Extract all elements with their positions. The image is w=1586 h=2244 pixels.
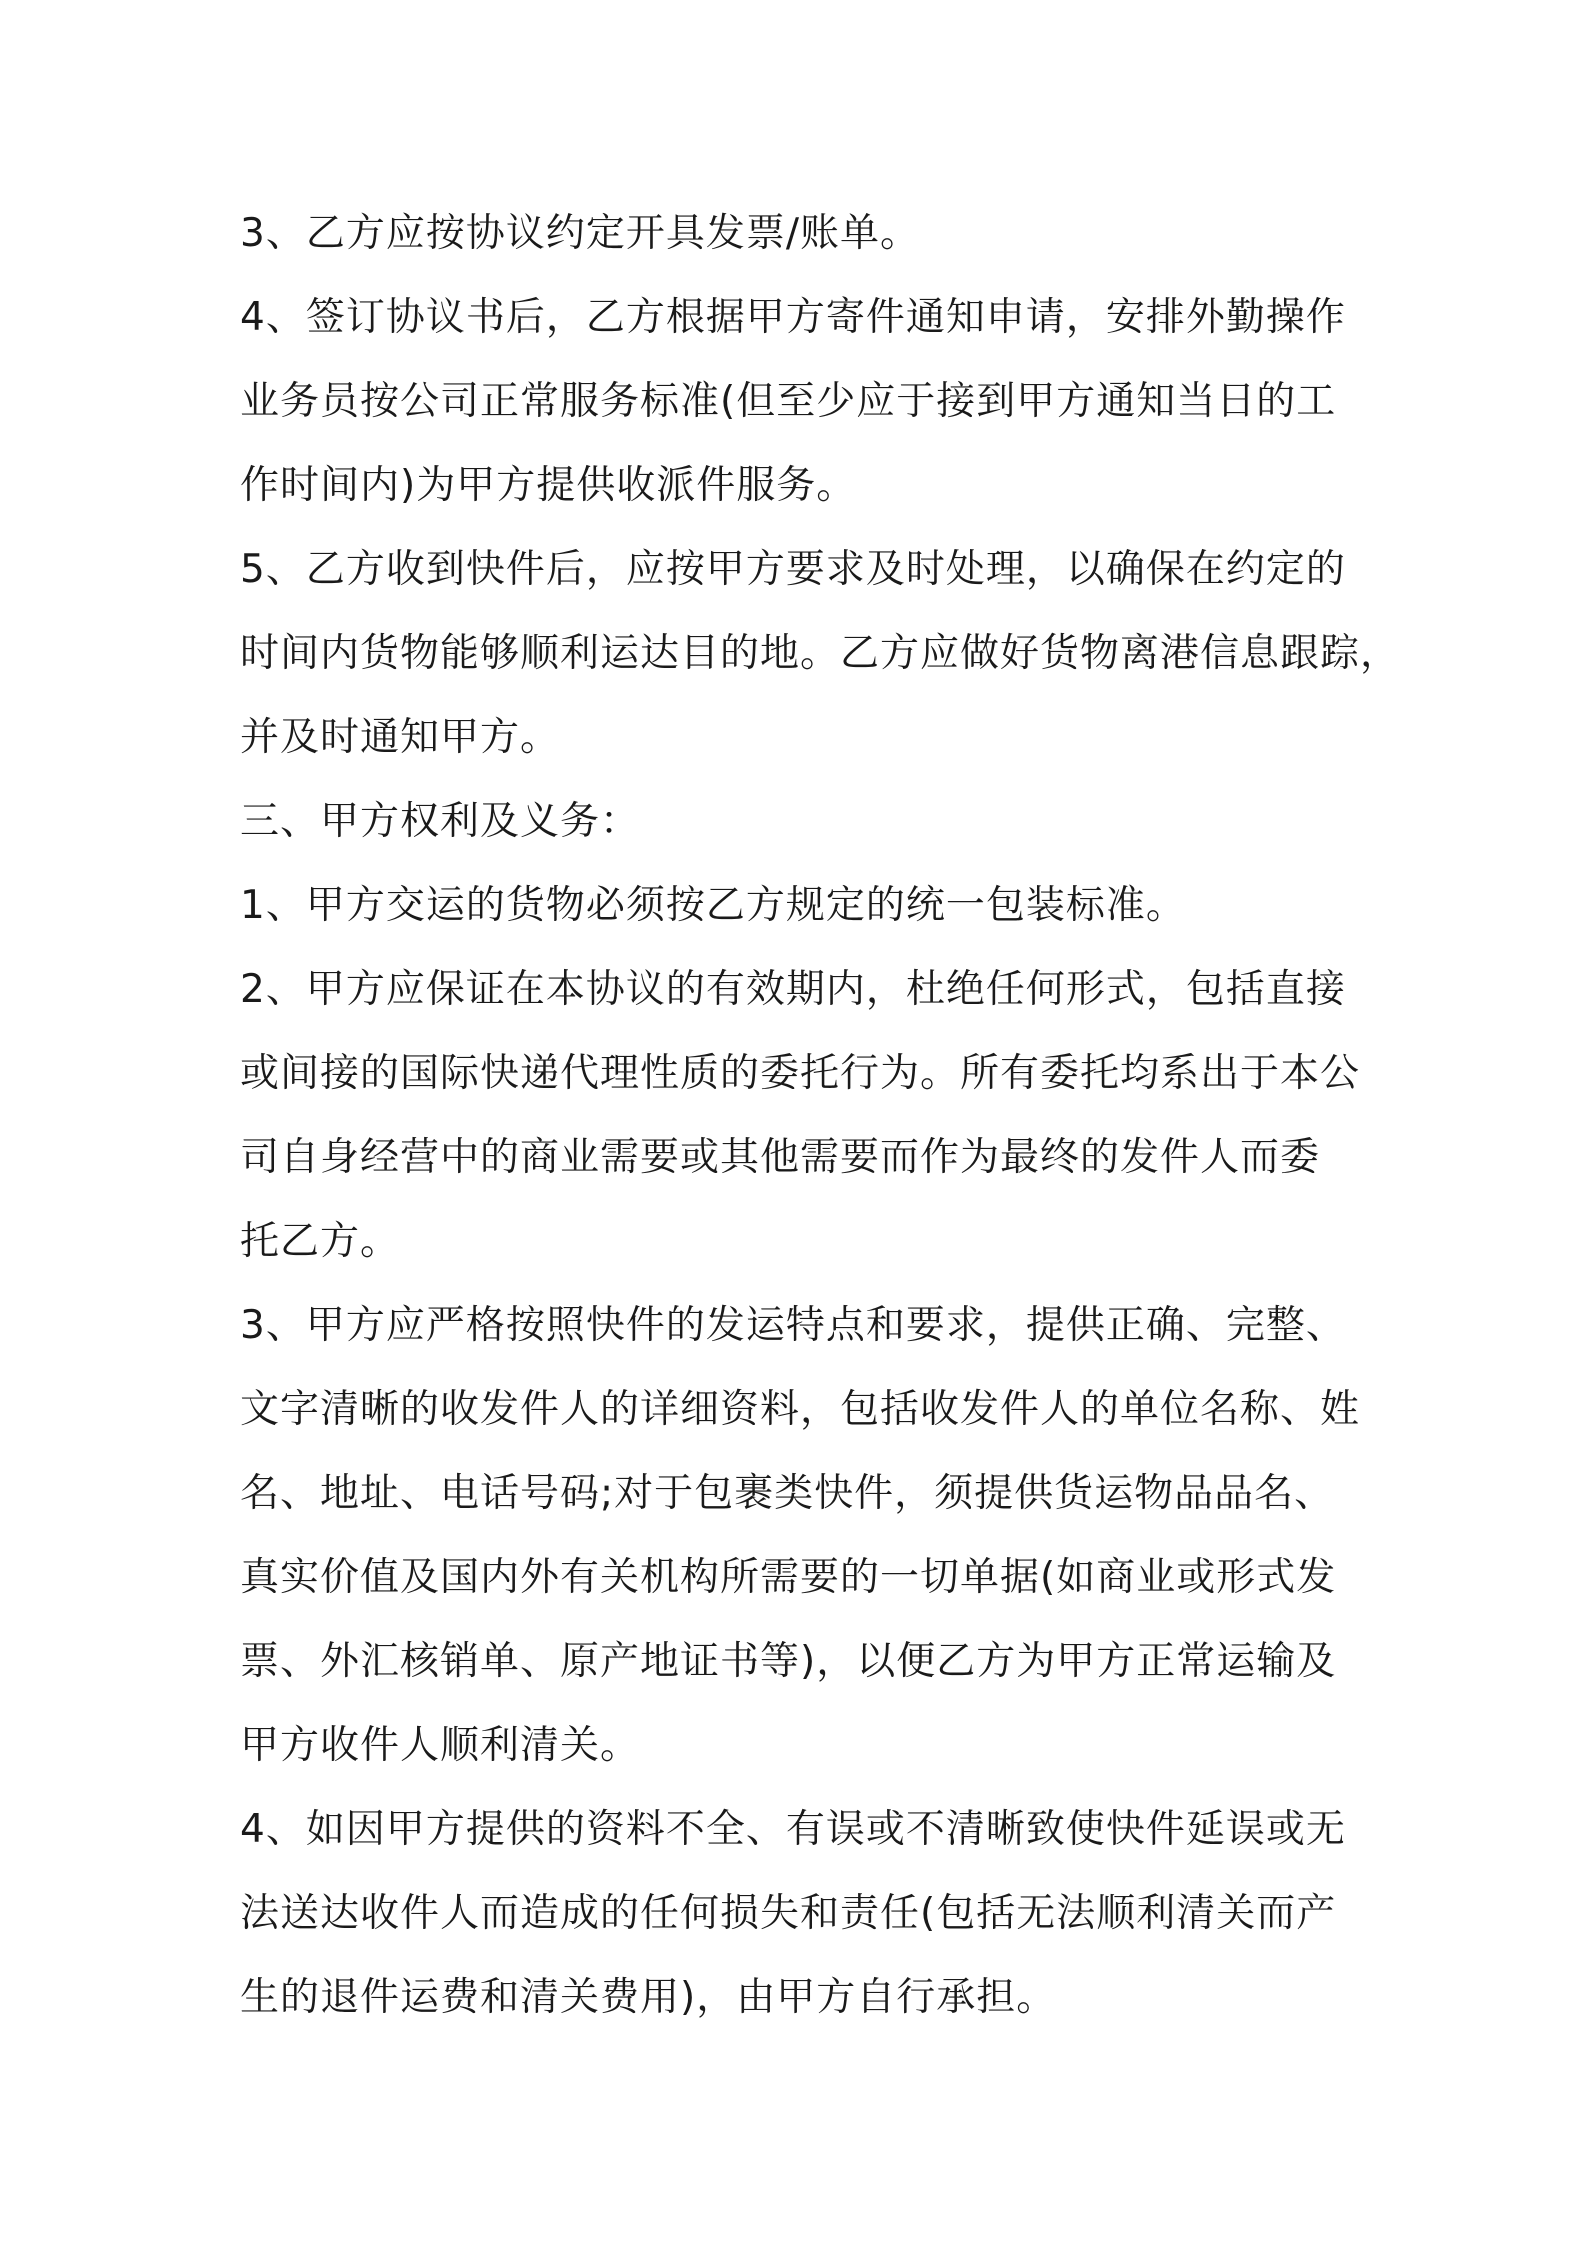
text-line: 或间接的国际快递代理性质的委托行为。所有委托均系出于本公 (240, 1051, 1361, 1096)
text-line: 三、甲方权利及义务： (240, 799, 641, 844)
text-line: 2、甲方应保证在本协议的有效期内，杜绝任何形式，包括直接 (240, 967, 1346, 1012)
text-line: 司自身经营中的商业需要或其他需要而作为最终的发件人而委 (240, 1135, 1321, 1180)
text-line: 名、地址、电话号码;对于包裹类快件，须提供货运物品品名、 (240, 1471, 1335, 1516)
paragraph (240, 1788, 1360, 2040)
text-line: 时间内货物能够顺利运达目的地。乙方应做好货物离港信息跟踪， (240, 631, 1401, 676)
text-line: 4、如因甲方提供的资料不全、有误或不清晰致使快件延误或无 (240, 1807, 1346, 1852)
text-line: 甲方收件人顺利清关。 (240, 1723, 641, 1768)
paragraph (240, 528, 1401, 780)
text-line: 生的退件运费和清关费用)，由甲方自行承担。 (240, 1975, 1057, 2020)
paragraph (240, 1284, 1360, 1788)
text-line: 1、甲方交运的货物必须按乙方规定的统一包装标准。 (240, 883, 1186, 928)
paragraph (240, 192, 1360, 276)
text-line: 5、乙方收到快件后，应按甲方要求及时处理，以确保在约定的 (240, 547, 1346, 592)
text-line: 作时间内)为甲方提供收派件服务。 (240, 463, 857, 508)
paragraph (240, 276, 1360, 528)
text-line: 真实价值及国内外有关机构所需要的一切单据(如商业或形式发 (240, 1555, 1337, 1600)
text-line: 3、乙方应按协议约定开具发票/账单。 (240, 211, 920, 256)
text-line: 托乙方。 (240, 1219, 401, 1264)
text-line: 文字清晰的收发件人的详细资料，包括收发件人的单位名称、姓 (240, 1387, 1361, 1432)
paragraph (240, 948, 1360, 1284)
document-body (240, 192, 1401, 2040)
text-line: 并及时通知甲方。 (240, 715, 561, 760)
text-line: 法送达收件人而造成的任何损失和责任(包括无法顺利清关而产 (240, 1891, 1337, 1936)
text-line: 票、外汇核销单、原产地证书等)，以便乙方为甲方正常运输及 (240, 1639, 1337, 1684)
text-line: 4、签订协议书后，乙方根据甲方寄件通知申请，安排外勤操作 (240, 295, 1346, 340)
paragraph (240, 864, 1360, 948)
text-line: 业务员按公司正常服务标准(但至少应于接到甲方通知当日的工 (240, 379, 1337, 424)
paragraph (240, 780, 1360, 864)
text-line: 3、甲方应严格按照快件的发运特点和要求，提供正确、完整、 (240, 1303, 1346, 1348)
